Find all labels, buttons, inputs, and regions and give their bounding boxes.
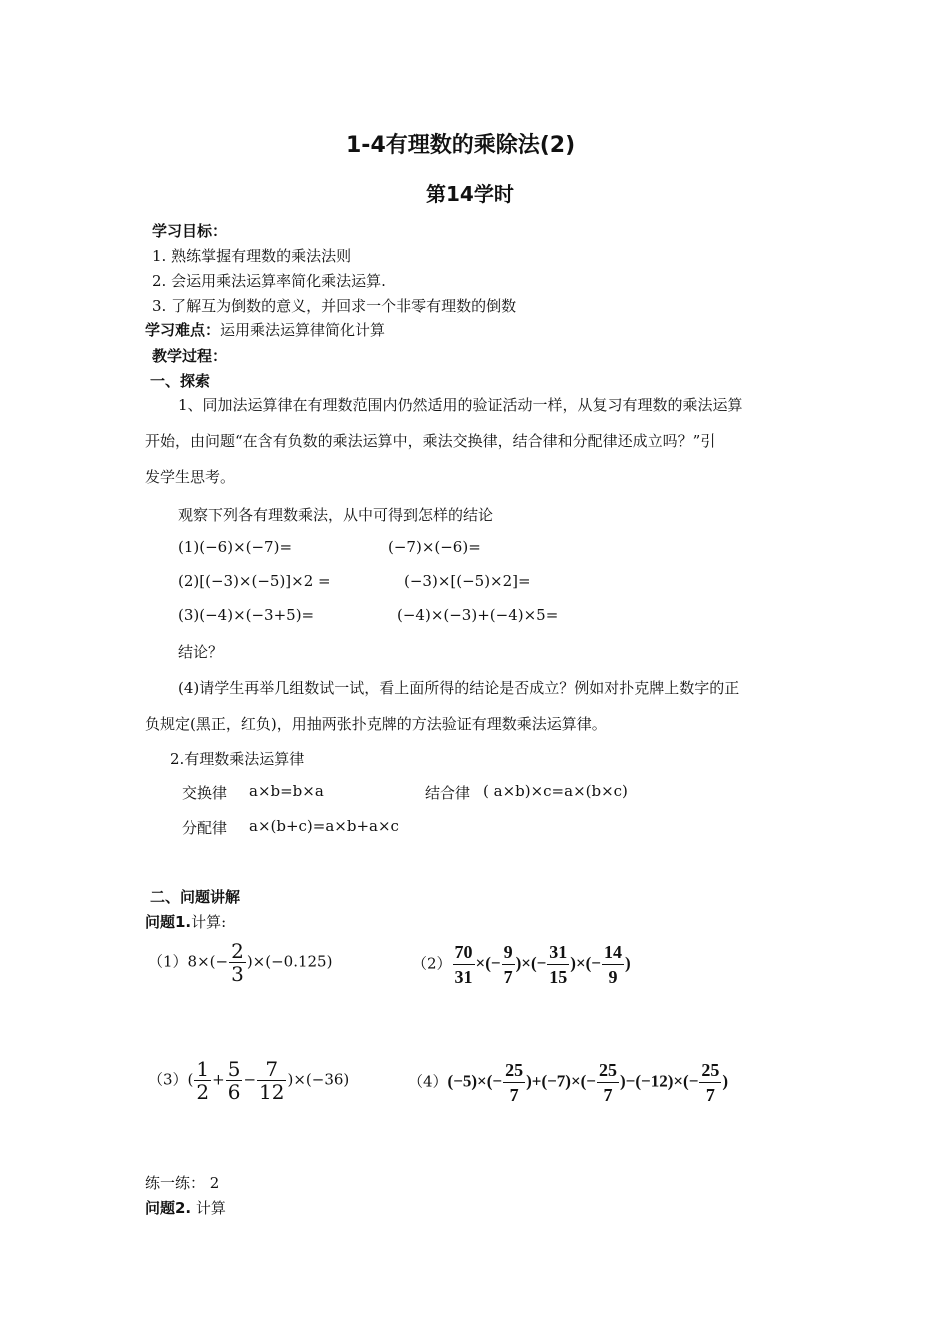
problem-3: （3）( $\frac{1}{2}$ + $\frac{5}{6}$ − $\frac{7}{12}$ )×(−36) [148, 1057, 350, 1104]
equation-right: (−7)×(−6)= [388, 538, 481, 556]
fraction: $\frac{7}{12}$ [259, 1057, 285, 1104]
equation-left: (1)(−6)×(−7)= [178, 538, 293, 556]
fraction: $\frac{25}{7}$ [701, 1060, 720, 1105]
fraction: $\frac{31}{15}$ [549, 942, 568, 987]
equation-right: (−3)×[(−5)×2]= [404, 572, 531, 590]
paragraph-line: 负规定(黑正，红负)，用抽两张扑克牌的方法验证有理数乘法运算律。 [145, 715, 607, 733]
difficulty-text: 运用乘法运算律简化计算 [220, 321, 386, 339]
conclusion-text: 结论？ [178, 643, 224, 661]
question-1 [145, 911, 226, 932]
objective-item: 1. 熟练掌握有理数的乘法法则 [152, 247, 352, 265]
practice-text: 练一练： 2 [145, 1174, 220, 1192]
page-subtitle: 第14学时 [426, 182, 514, 206]
equation-right: (−4)×(−3)+(−4)×5= [397, 606, 559, 624]
section1-heading: 一、探索 [150, 372, 211, 390]
problem-1 [148, 940, 332, 985]
law-label: 交换律 [182, 784, 228, 802]
problem-2: （2） $\frac{70}{31}$ ×(− $\frac{9}{7}$ )×(− $\frac{31}{15}$ )×(− $\frac{14}{9}$ ) [412, 942, 631, 987]
fraction: $\frac{5}{6}$ [227, 1057, 241, 1104]
objective-item: 3. 了解互为倒数的意义，并回求一个非零有理数的倒数 [152, 297, 517, 315]
objectives-heading: 学习目标： [152, 222, 228, 240]
fraction: $\frac{25}{7}$ [599, 1060, 617, 1105]
law-formula: a×(b+c)=a×b+a×c [249, 817, 399, 835]
fraction: $\frac{25}{7}$ [505, 1060, 524, 1105]
law-formula: ( a×b)×c=a×(b×c) [483, 782, 628, 800]
process-heading: 教学过程： [152, 347, 228, 365]
difficulty-label: 学习难点： [145, 321, 221, 339]
paragraph-line: (4)请学生再举几组数试一试，看上面所得的结论是否成立？例如对扑克牌上数字的正 [178, 679, 740, 697]
problem-4: （4）(−5)×(− $\frac{25}{7}$ )+(−7)×(− $\frac{25}{7}$ )−(−12)×(− $\frac{25}{7}$ ) [408, 1060, 729, 1105]
problem-text: （1）8×(− [148, 952, 229, 971]
law-formula: a×b=b×a [249, 782, 324, 800]
fraction: $\frac{70}{31}$ [454, 942, 473, 987]
difficulty-line [145, 319, 385, 340]
fraction: $\frac{2}{3}$ [231, 939, 244, 986]
fraction: $\frac{1}{2}$ [196, 1057, 210, 1104]
law-label: 结合律 [425, 784, 471, 802]
paragraph-line: 1、同加法运算律在有理数范围内仍然适用的验证活动一样，从复习有理数的乘法运算 [178, 396, 743, 414]
paragraph-line: 发学生思考。 [145, 468, 236, 486]
question-label: 问题2. [145, 1199, 192, 1217]
problem-text: )×(−0.125) [246, 952, 333, 971]
question-label: 问题1. [145, 913, 192, 931]
fraction: $\frac{9}{7}$ [503, 942, 513, 987]
question-2 [145, 1197, 226, 1218]
objective-item: 2. 会运用乘法运算率简化乘法运算. [152, 272, 386, 290]
equation-left: (3)(−4)×(−3+5)= [178, 606, 315, 624]
fraction: $\frac{14}{9}$ [604, 942, 622, 987]
equation-left: (2)[(−3)×(−5)]×2 = [178, 572, 331, 590]
paragraph-line: 开始，由问题“在含有负数的乘法运算中，乘法交换律，结合律和分配律还成立吗？”引 [145, 432, 716, 450]
question-text: 计算 [191, 1199, 226, 1217]
law-label: 分配律 [182, 819, 228, 837]
page-title: 1-4有理数的乘除法(2) [346, 133, 576, 158]
section2-heading: 二、问题讲解 [150, 888, 241, 906]
laws-heading: 2.有理数乘法运算律 [170, 750, 305, 768]
observe-text: 观察下列各有理数乘法，从中可得到怎样的结论 [178, 506, 494, 524]
question-text: 计算: [191, 913, 227, 931]
